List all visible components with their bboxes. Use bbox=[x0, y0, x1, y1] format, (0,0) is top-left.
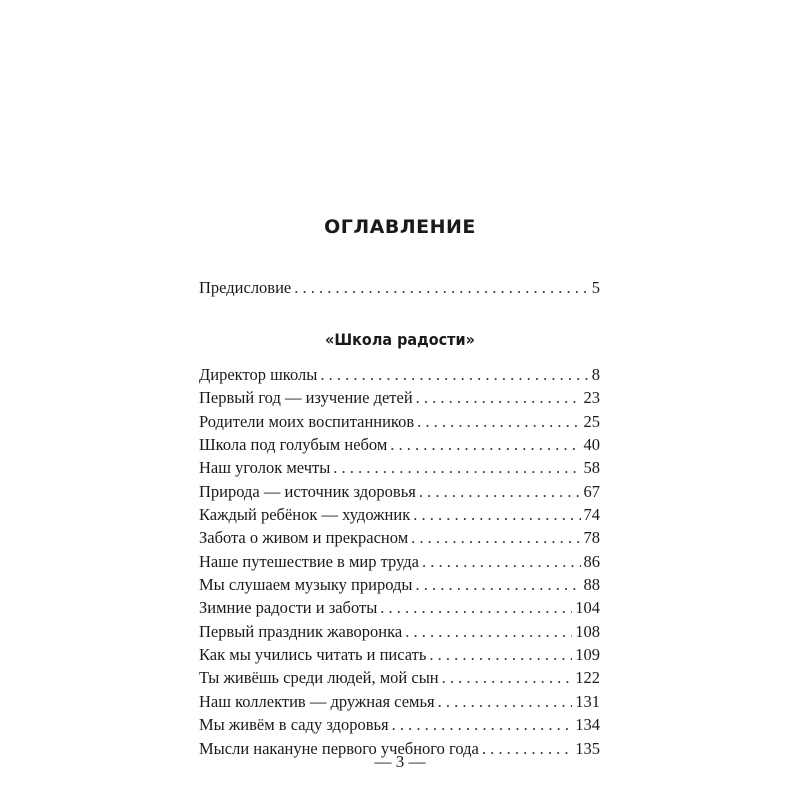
dot-leader bbox=[415, 573, 580, 596]
section-title: «Школа радости» bbox=[325, 330, 475, 349]
toc-entry-label: Природа — источник здоровья bbox=[199, 481, 416, 501]
toc-entry-label: Предисловие bbox=[199, 278, 292, 297]
dot-leader bbox=[416, 386, 581, 409]
toc-entry-page: 58 bbox=[583, 458, 600, 478]
toc-entry-page: 122 bbox=[575, 668, 600, 688]
toc-entry-label: Мы живём в саду здоровья bbox=[199, 715, 389, 735]
toc-entry-label: Первый год — изучение детей bbox=[199, 388, 413, 408]
toc-entry-page: 74 bbox=[583, 505, 600, 525]
toc-entry bbox=[199, 666, 600, 689]
toc-entry bbox=[199, 386, 600, 409]
dot-leader bbox=[320, 363, 588, 386]
dot-leader bbox=[411, 526, 580, 549]
dot-leader bbox=[405, 620, 572, 643]
toc-entry-page: 23 bbox=[583, 388, 600, 408]
dot-leader bbox=[442, 666, 573, 689]
toc-entry-page: 135 bbox=[575, 738, 600, 758]
dot-leader bbox=[390, 433, 580, 456]
dot-leader bbox=[438, 690, 573, 713]
toc-entry-label: Наше путешествие в мир труда bbox=[199, 551, 419, 571]
toc-entry-page: 104 bbox=[575, 598, 600, 618]
dot-leader bbox=[422, 550, 581, 573]
toc-entry bbox=[199, 713, 600, 736]
toc-entry bbox=[199, 573, 600, 596]
toc-entry bbox=[199, 456, 600, 479]
toc-entry-label: Первый праздник жаворонка bbox=[199, 621, 403, 641]
dot-leader bbox=[419, 480, 581, 503]
toc-entry-preface bbox=[199, 276, 600, 299]
toc-entry-page: 108 bbox=[575, 621, 600, 641]
preface-list bbox=[199, 276, 600, 299]
toc-entry bbox=[199, 503, 600, 526]
toc-entry-label: Мысли накануне первого учебного года bbox=[199, 738, 479, 758]
toc-entry bbox=[199, 433, 600, 456]
toc-entry-page: 5 bbox=[591, 278, 600, 297]
page-title: ОГЛАВЛЕНИЕ bbox=[324, 216, 476, 238]
toc-entry bbox=[199, 526, 600, 549]
toc-entry bbox=[199, 363, 600, 386]
toc-entry bbox=[199, 596, 600, 619]
page-number: — 3 — bbox=[374, 752, 426, 771]
toc-entry-label: Родители моих воспитанников bbox=[199, 411, 415, 431]
dot-leader bbox=[417, 410, 580, 433]
toc-entry-page: 25 bbox=[583, 411, 600, 431]
toc-list bbox=[199, 363, 600, 760]
toc-entry-label: Мы слушаем музыку природы bbox=[199, 575, 413, 595]
toc-entry-page: 88 bbox=[583, 575, 600, 595]
dot-leader bbox=[392, 713, 573, 736]
toc-entry bbox=[199, 410, 600, 433]
toc-entry bbox=[199, 620, 600, 643]
dot-leader bbox=[429, 643, 572, 666]
toc-entry-label: Зимние радости и заботы bbox=[199, 598, 378, 618]
toc-entry-page: 86 bbox=[583, 551, 600, 571]
dot-leader bbox=[413, 503, 580, 526]
toc-entry-label: Как мы учились читать и писать bbox=[199, 645, 427, 665]
toc-entry-page: 109 bbox=[575, 645, 600, 665]
toc-entry bbox=[199, 480, 600, 503]
dot-leader bbox=[333, 456, 580, 479]
dot-leader bbox=[294, 276, 589, 299]
toc-entry-page: 67 bbox=[583, 481, 600, 501]
toc-entry-page: 131 bbox=[575, 691, 600, 711]
toc-entry-page: 8 bbox=[591, 365, 600, 384]
toc-entry-label: Ты живёшь среди людей, мой сын bbox=[199, 668, 439, 688]
toc-entry bbox=[199, 550, 600, 573]
toc-entry-page: 134 bbox=[575, 715, 600, 735]
toc-entry bbox=[199, 690, 600, 713]
toc-entry bbox=[199, 643, 600, 666]
toc-entry-page: 40 bbox=[583, 435, 600, 455]
toc-entry-label: Наш уголок мечты bbox=[199, 458, 331, 478]
toc-entry-label: Наш коллектив — дружная семья bbox=[199, 691, 435, 711]
toc-entry-page: 78 bbox=[583, 528, 600, 548]
toc-entry-label: Каждый ребёнок — художник bbox=[199, 505, 411, 525]
toc-entry-label: Школа под голубым небом bbox=[199, 435, 388, 455]
toc-entry-label: Директор школы bbox=[199, 365, 318, 384]
toc-entry-label: Забота о живом и прекрасном bbox=[199, 528, 409, 548]
dot-leader bbox=[380, 596, 572, 619]
